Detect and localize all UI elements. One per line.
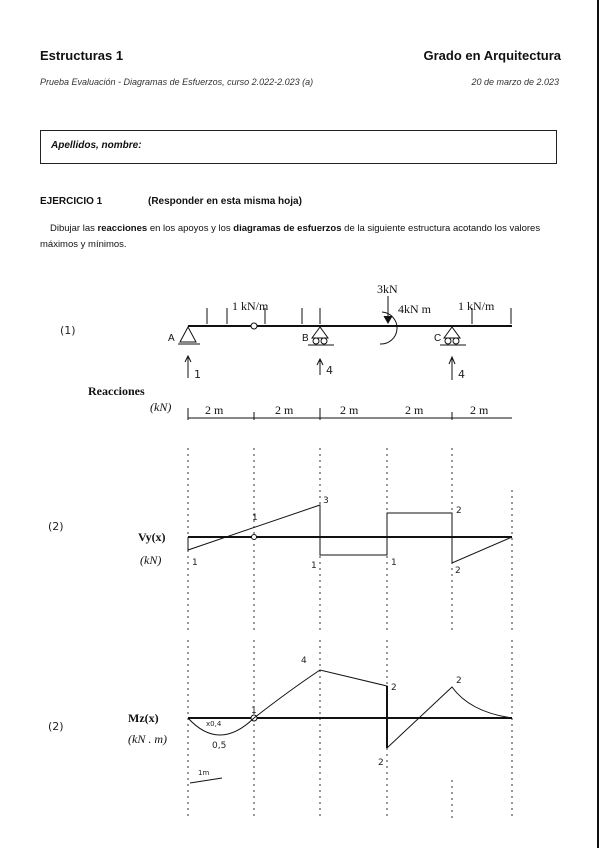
moment-label-axis: Mz(x): [128, 711, 159, 725]
exercise-title: EJERCICIO 1: [40, 196, 103, 207]
guide-lines: [188, 448, 512, 820]
diagram-value-label: 2: [456, 506, 462, 516]
course-title: Estructuras 1: [40, 48, 124, 63]
diagram-value-label: 2: [456, 676, 462, 686]
diagram-value-label: 2: [455, 566, 461, 576]
span-4: 2 m: [405, 403, 424, 417]
scale-arrow: [190, 778, 222, 783]
reaction-b-value: 4: [326, 364, 333, 377]
diagram-value-label: x0,4: [206, 720, 222, 728]
reactions-unit: (kN): [150, 400, 172, 414]
diagram-value-label: 3: [323, 496, 329, 506]
diagram-value-label: 1: [311, 561, 317, 571]
reaction-a-value: 1: [194, 368, 201, 381]
shear-unit: (kN): [140, 553, 162, 567]
hinge-icon: [251, 323, 257, 329]
diagram-stroke: [313, 338, 319, 344]
diagram-value-label: 1: [391, 558, 397, 568]
shear-label: Vy(x): [138, 530, 166, 544]
load-left-label: 1 kN/m: [232, 299, 269, 313]
support-b-icon: [312, 327, 328, 338]
diagram-stroke: [321, 338, 327, 344]
span-1: 2 m: [205, 403, 224, 417]
diagram-stroke: [453, 338, 459, 344]
support-c-icon: [444, 327, 460, 338]
moment-diagram: [188, 670, 512, 748]
exam-date: 20 de marzo de 2.023: [471, 77, 559, 87]
diagram-value-label: 2: [391, 683, 397, 693]
span-3: 2 m: [340, 403, 359, 417]
structure-score: (1): [60, 324, 76, 337]
shear-score: (2): [48, 520, 64, 533]
instructions: Dibujar las reacciones en los apoyos y los diagramas de esfuerzos de la siguiente estructura acotando los valores máximos y mínimos.: [40, 223, 541, 250]
moment-score: (2): [48, 720, 64, 733]
diagram-value-label: 1: [252, 513, 258, 523]
span-2: 2 m: [275, 403, 294, 417]
name-label: Apellidos, nombre:: [51, 140, 142, 151]
point-load-label: 3kN: [377, 282, 398, 296]
diagram-value-label: 2: [378, 758, 384, 768]
reactions-label: Reacciones: [88, 384, 145, 398]
shear-diagram: [188, 505, 512, 563]
span-5: 2 m: [470, 403, 489, 417]
diagram-value-label: 0,5: [212, 741, 227, 751]
support-a-icon: [180, 327, 196, 342]
moment-unit: (kN . m): [128, 732, 167, 746]
exercise-note: (Responder en esta misma hoja): [148, 196, 302, 207]
load-right-label: 1 kN/m: [458, 299, 495, 313]
support-b-label: B: [302, 333, 309, 344]
diagram-value-label: 1: [192, 558, 198, 568]
support-a-label: A: [168, 333, 175, 344]
diagram-value-label: 1m: [198, 769, 210, 777]
diagram-stroke: [384, 316, 392, 323]
diagram-value-label: 4: [301, 656, 307, 666]
support-c-label: C: [434, 333, 442, 344]
moment-label: 4kN m: [398, 302, 431, 316]
diagram-stroke: [445, 338, 451, 344]
diagram-stroke: [252, 535, 257, 540]
reaction-c-value: 4: [458, 368, 465, 381]
exam-subtitle: Prueba Evaluación - Diagramas de Esfuerzos, curso 2.022-2.023 (a): [40, 77, 314, 87]
diagram-value-label: 1: [251, 706, 257, 716]
degree-title: Grado en Arquitectura: [423, 48, 561, 63]
